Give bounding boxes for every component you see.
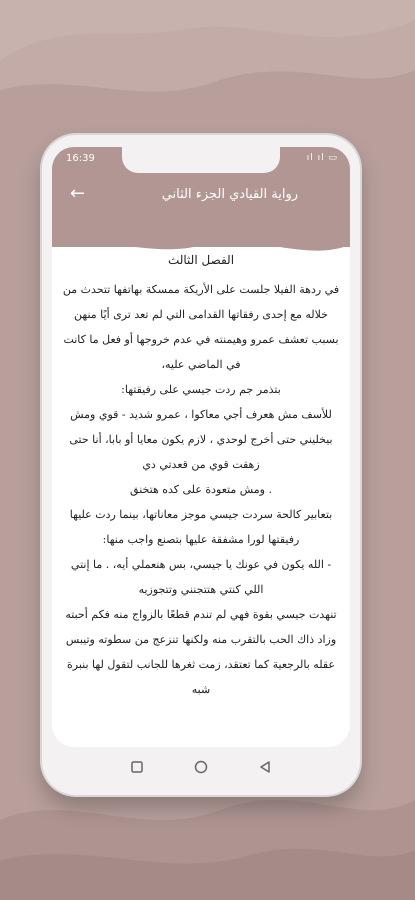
chapter-content [52, 247, 350, 747]
circle-icon[interactable] [193, 759, 209, 775]
paragraph: تنهدت جيسي بقوة فهي لم تندم قطعًا بالزواج منه فكم أحبته وزاد ذاك الحب بالتقرب منه ولكنها تنزعج من سطوته وتيبس عقله بالرجعية كما تعتقد، زمت ثغرها للجانب لتقول لها بنبرة شبه [65, 608, 337, 696]
phone-frame [42, 135, 360, 795]
arrow-left-icon[interactable]: ← [70, 183, 86, 204]
paragraph: - الله يكون في عونك يا جيسي، بس هنعملي أيه، . ما إنتي اللي كنتي هتتجنني وتتجوزيه [70, 558, 332, 596]
paragraph: بتذمر جم ردت جيسي على رفيقتها: [121, 383, 281, 396]
paragraph: بتعابير كالحة سردت جيسي موجز معاناتها، بينما ردت عليها رفيقتها لورا مشفقة عليها بتصنع واجب منها: [69, 508, 333, 546]
square-icon[interactable] [129, 759, 145, 775]
paragraph: للأسف مش هعرف أجي معاكوا ، عمرو شديد - قوي ومش بيخليني حتى أخرج لوحدي ، لازم يكون معايا أو بابا، أنا حتى زهقت قوي من قعدتي دي [69, 408, 333, 471]
phone-screen [52, 147, 350, 747]
phone-notch [122, 147, 280, 173]
paragraph: في ردهة الفيلا جلست على الأريكة ممسكة بهاتفها تتحدث من خلاله مع إحدى رفقاتها القدامى التي لم تعد ترى أيًا منهن بسبب تعشف عمرو وهيمنته في عدم خروجها أو فعل ما كانت في الماضي عليه، [62, 283, 340, 371]
chapter-body [52, 267, 350, 702]
system-nav-bar [52, 747, 350, 787]
triangle-back-icon[interactable] [257, 759, 273, 775]
paragraph: . ومش متعودة على كده هتخنق [130, 483, 272, 496]
app-title: رواية القيادي الجزء الثاني [161, 187, 298, 202]
status-icons: ıl ıl ▭ [306, 153, 338, 163]
status-time: 16:39 [66, 153, 95, 164]
chapter-title: الفصل الثالث [167, 253, 235, 267]
